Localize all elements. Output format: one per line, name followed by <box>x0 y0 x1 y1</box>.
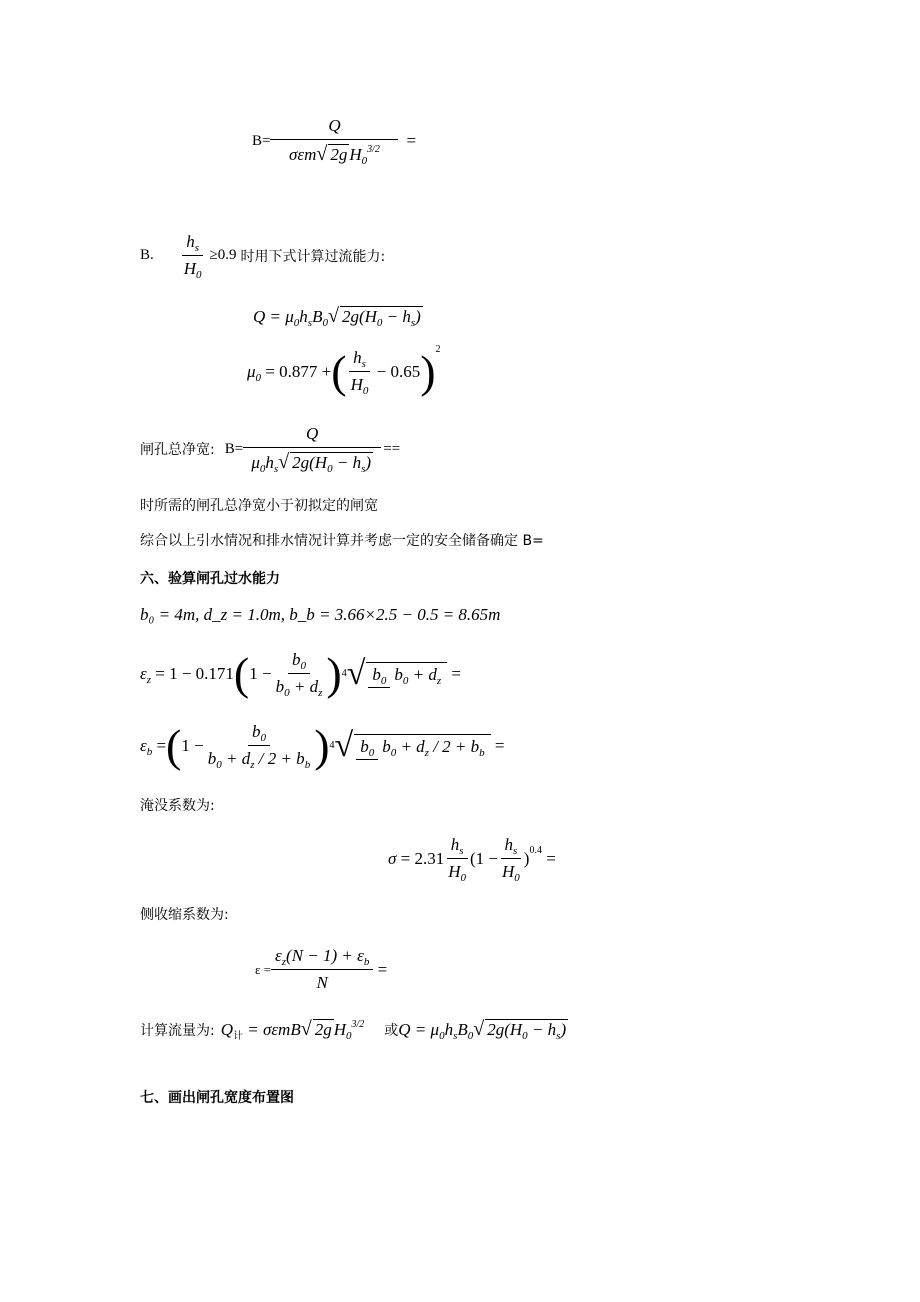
given-values: b₀ = 4m, d_z = 1.0m, b_b = 3.66×2.5 − 0.5 = 8.65m <box>140 605 501 624</box>
paragraph-conclusion: 综合以上引水情况和排水情况计算并考虑一定的安全储备确定 B= <box>140 533 544 549</box>
hs-over-h0-fraction: $\frac{h_s}{H_0}$ <box>183 232 202 281</box>
section-7-heading: 七、画出闸孔宽度布置图 <box>140 1090 294 1106</box>
epsilon-lhs: ε = <box>255 961 272 977</box>
net-width-tail: == <box>383 440 401 457</box>
net-width-label: 闸孔总净宽: <box>140 442 215 458</box>
sigma-constant: 2.31 <box>414 848 445 868</box>
ez-constant: 0.171 <box>195 663 234 683</box>
formula-epsilon-b: $\varepsilon_b$ = ( 1 − $\frac{b_0}{b_0 + d_z / 2 + b_b}$ ) 4 √ $b_0$ $b_0 + d_z / 2 + b_b$ = <box>140 719 505 771</box>
condition-value: ≥0.9 <box>209 247 237 263</box>
submergence-label: 淹没系数为: <box>140 798 215 814</box>
computed-flow-label: 计算流量为: <box>140 1022 215 1039</box>
computed-flow-line: 计算流量为: $Q_计 = \sigma\varepsilon mB√$ 2g $H_0^{3/2}$ 或 $Q = \mu_0h_sB_0√$ $2g(H_0 - h_s)$ <box>140 1018 567 1042</box>
q-subscript: 计 <box>233 1031 243 1042</box>
section-b-label: B. <box>140 247 154 263</box>
or-label: 或 <box>384 1022 399 1039</box>
section-6-heading: 六、验算闸孔过水能力 <box>140 571 280 587</box>
section-b-line <box>140 232 385 279</box>
formula-b-width <box>252 116 416 166</box>
mu0-offset: 0.65 <box>390 361 421 381</box>
formula-epsilon-z: $\varepsilon_z$ = 1 − 0.171 ( 1 − $\frac{b_0}{b_0 + d_z}$ ) 4 √ $b_0$ $b_0 + d_z$ = <box>140 647 461 699</box>
net-width-lhs: B= <box>224 440 244 457</box>
formula-tail: = <box>406 131 417 150</box>
mu0-constant: 0.877 <box>279 361 318 381</box>
formula-lhs: B= <box>252 132 271 149</box>
section-b-text: 时用下式计算过流能力: <box>240 248 386 265</box>
fraction: $\frac{Q}{\sigma\varepsilon m√ 2g H_0^{3/2}}$ <box>270 116 398 166</box>
net-width-line: 闸孔总净宽: B= $\frac{Q}{\mu_0h_s√ 2g(H_0 - h_s)}$ == <box>140 424 401 475</box>
formula-epsilon: ε = $\frac{\varepsilon_z(N - 1) + \varepsilon_b}{N}$ = <box>255 946 388 992</box>
side-contraction-label: 侧收缩系数为: <box>140 907 229 923</box>
sigma-exponent: 0.4 <box>529 845 542 856</box>
paragraph-net-width: 时所需的闸孔总净宽小于初拟定的闸宽 <box>140 498 378 514</box>
formula-sigma: σ = 2.31 $\frac{h_s}{H_0}$ (1 − $\frac{h_s}{H_0}$ ) 0.4 = <box>388 835 556 884</box>
formula-mu0: $\mu_0$ = 0.877 + ( $\frac{h_s}{H_0}$ − 0.65 ) 2 <box>247 344 441 397</box>
formula-q-submerged: $Q = \mu_0h_sB_0√$ $2g(H_0 - h_s)$ <box>253 305 421 329</box>
